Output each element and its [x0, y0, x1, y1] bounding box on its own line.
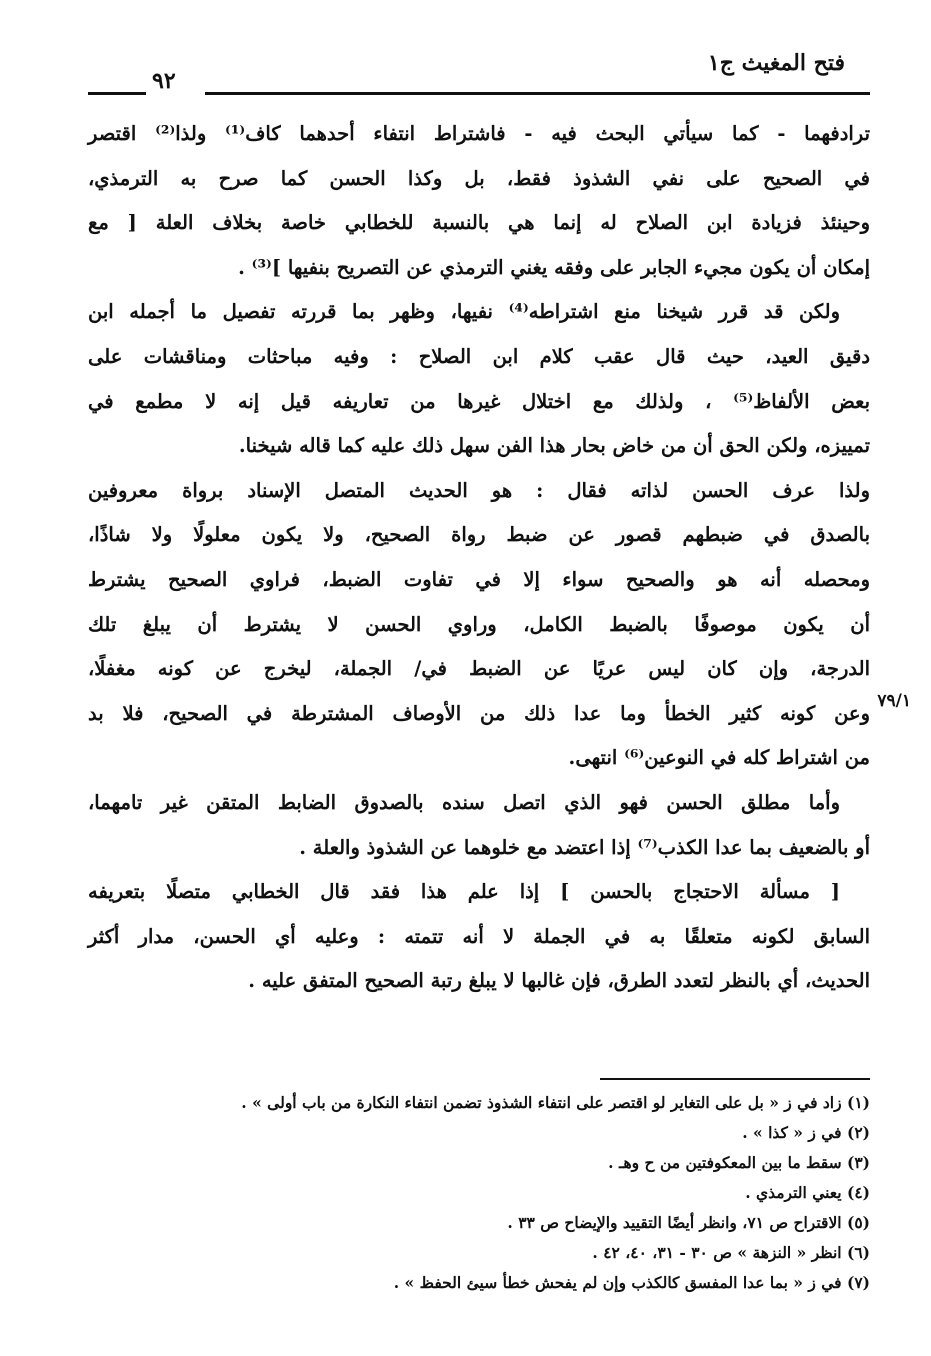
text-line: أن يكون موصوفًا بالضبط الكامل، وراوي الحسن لا يشترط أن يبلغ تلك: [88, 612, 870, 636]
footnote: (١) زاد في ز « بل على التغاير لو اقتصر على انتفاء الشذوذ تضمن انتفاء النكارة من باب أولى » .: [241, 1093, 870, 1112]
text-line: ولذا عرف الحسن لذاته فقال : هو الحديث المتصل الإسناد برواة معروفين: [88, 478, 870, 502]
footnote: (٦) انظر « النزهة » ص ٣٠ - ٣١، ٤٠، ٤٢ .: [592, 1243, 870, 1262]
text-line: أو بالضعيف بما عدا الكذب⁽⁷⁾ إذا اعتضد مع خلوهما عن الشذوذ والعلة .: [299, 835, 870, 859]
footnotes: [90, 1088, 870, 1298]
text-line: ومحصله أنه هو والصحيح سواء إلا في تفاوت الضبط، فراوي الصحيح يشترط: [88, 567, 870, 591]
running-title: فتح المغيث ج١: [707, 50, 845, 76]
footnote-separator: [600, 1078, 870, 1080]
text-line: السابق لكونه متعلقًا به في الجملة لا أنه تتمته : وعليه أي الحسن، مدار أكثر: [88, 924, 870, 948]
header-rule: [88, 92, 146, 95]
footnote: (٢) في ز « كذا » .: [742, 1123, 870, 1142]
page-number: ٩٢: [152, 68, 176, 94]
footnote: (٤) يعني الترمذي .: [745, 1183, 870, 1202]
text-line: تمييزه، ولكن الحق أن من خاض بحار هذا الفن سهل ذلك عليه كما قاله شيخنا.: [238, 434, 870, 458]
header-rule: [205, 92, 870, 95]
text-line: الدرجة، وإن كان ليس عريًا عن الضبط في/ الجملة، ليخرج عن كونه مغفلًا،: [88, 657, 870, 681]
text-line: وعن كونه كثير الخطأ وما عدا ذلك من الأوصاف المشترطة في الصحيح، فلا بد: [88, 701, 870, 725]
text-line: دقيق العيد، حيث قال عقب كلام ابن الصلاح : وفيه مباحثات ومناقشات على: [88, 344, 870, 368]
footnote: (٥) الاقتراح ص ٧١، وانظر أيضًا التقييد والإيضاح ص ٣٣ .: [507, 1213, 870, 1232]
text-line: الحديث، أي بالنظر لتعدد الطرق، فإن غالبها لا يبلغ رتبة الصحيح المتفق عليه .: [248, 969, 870, 993]
text-line: وأما مطلق الحسن فهو الذي اتصل سنده بالصدوق الضابط المتقن غير تامهما،: [88, 790, 840, 814]
text-line: ترادفهما - كما سيأتي البحث فيه - فاشتراط انتفاء أحدهما كاف⁽¹⁾ ولذا⁽²⁾ اقتصر: [88, 122, 870, 145]
text-line: ولكن قد قرر شيخنا منع اشتراطه⁽⁴⁾ نفيها، وظهر بما قررته تفصيل ما أجمله ابن: [88, 300, 840, 324]
text-line: إمكان أن يكون مجيء الجابر على وفقه يغني الترمذي عن التصريح بنفيها ]⁽³⁾ .: [238, 255, 870, 279]
text-line: في الصحيح على نفي الشذوذ فقط، بل وكذا الحسن كما صرح به الترمذي،: [88, 166, 870, 190]
footnote: (٧) في ز « بما عدا المفسق كالكذب وإن لم يفحش خطأ سيئ الحفظ » .: [393, 1273, 870, 1292]
margin-reference: ٧٩/١: [877, 691, 911, 711]
main-text: [88, 112, 870, 1004]
text-line: بعض الألفاظ⁽⁵⁾ ، ولذلك مع اختلال غيرها من تعاريفه قيل إنه لا مطمع في: [88, 389, 870, 413]
text-line: من اشتراط كله في النوعين⁽⁶⁾ انتهى.: [568, 746, 870, 770]
text-line: [ مسألة الاحتجاج بالحسن ] إذا علم هذا فقد قال الخطابي متصلًا بتعريفه: [88, 880, 840, 904]
text-line: وحينئذ فزيادة ابن الصلاح له إنما هي بالنسبة للخطابي خاصة بخلاف العلة [ مع: [88, 211, 870, 235]
footnote: (٣) سقط ما بين المعكوفتين من ح وهـ .: [608, 1153, 870, 1172]
text-line: بالصدق في ضبطهم قصور عن ضبط رواة الصحيح، ولا يكون معلولًا ولا شاذًا،: [88, 523, 870, 547]
